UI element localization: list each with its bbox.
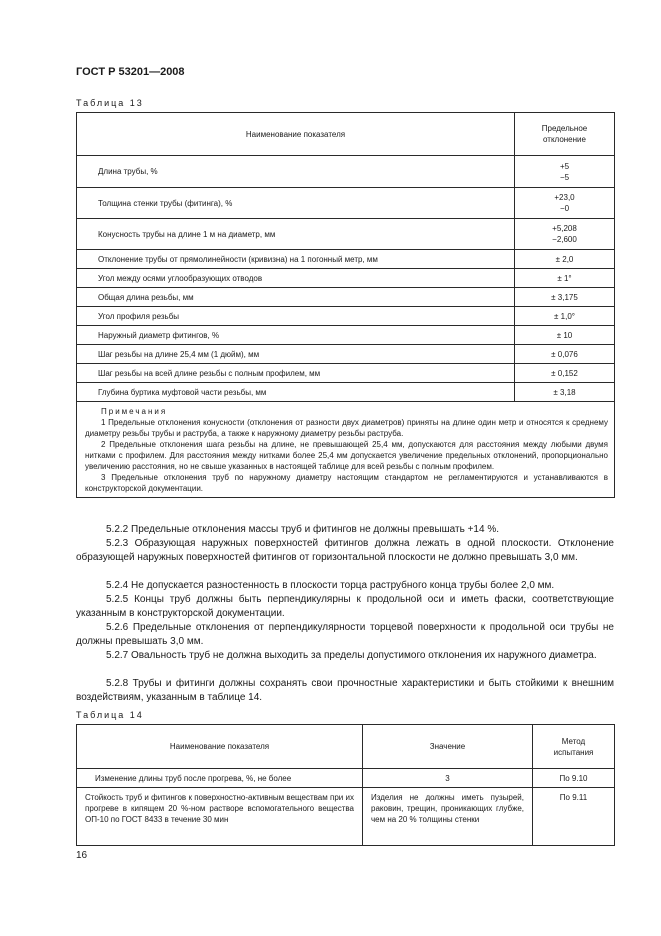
row-value: ± 0,152	[515, 364, 615, 383]
table-row	[77, 250, 615, 269]
row-name: Конусность трубы на длине 1 м на диаметр, мм	[77, 219, 515, 250]
row-value	[515, 219, 615, 250]
row-name: Угол между осями углообразующих отводов	[77, 269, 515, 288]
column-header-method-line1: Метод	[561, 736, 586, 746]
table-row	[77, 156, 615, 188]
paragraph-5-2-6: 5.2.6 Предельные отклонения от перпендикулярности торцевой поверхности к продольной оси трубы не должны превышать 3,0 мм.	[76, 622, 614, 647]
table-row	[77, 307, 615, 326]
note-3: 3 Предельные отклонения труб по наружному диаметру настоящим стандартом не регламентируются и устанавливаются в конструкторской документации.	[85, 473, 608, 493]
column-header-name: Наименование показателя	[77, 725, 363, 769]
paragraph-5-2-7: 5.2.7 Овальность труб не должна выходить за пределы допустимого отклонения их наружного диаметра.	[106, 650, 597, 661]
page-number: 16	[76, 850, 88, 861]
column-header-deviation-line1: Предельное	[541, 124, 588, 133]
table-row	[77, 383, 615, 402]
table-row	[77, 219, 615, 250]
row-value: ± 1°	[515, 269, 615, 288]
note-2: 2 Предельные отклонения шага резьбы на длине, не превышающей 25,4 мм, допускаются для расстояния между любыми двумя нитками с профилем. Для расстояния между нитками более 25,4 мм допускается увеличение предельных отклонений, пропорционально увеличению расстояния, но не свыше указанных в настоящей таблице для всей резьбы с полным профилем.	[85, 440, 608, 471]
table-row	[77, 364, 615, 383]
table-row	[77, 188, 615, 219]
notes-title: Примечания	[101, 407, 168, 416]
row-name: Длина трубы, %	[77, 156, 515, 188]
value-upper: +5,208	[552, 224, 577, 233]
table-row	[77, 288, 615, 307]
column-header-method	[533, 725, 615, 769]
row-name: Стойкость труб и фитингов к поверхностно-активным веществам при их прогреве в кипящем 20 %-ном растворе вспомогательного вещества ОП-10 по ГОСТ 8433 в течение 30 мин	[77, 788, 363, 846]
table-row	[77, 788, 615, 846]
row-name: Шаг резьбы на всей длине резьбы с полным профилем, мм	[77, 364, 515, 383]
row-method: По 9.11	[533, 788, 615, 846]
row-method: По 9.10	[533, 769, 615, 788]
paragraph-5-2-5: 5.2.5 Концы труб должны быть перпендикулярны к продольной оси и иметь фаски, соответствующие указанным в конструкторской документации.	[76, 594, 614, 619]
table-header-row	[77, 725, 615, 769]
paragraph-5-2-2: 5.2.2 Предельные отклонения массы труб и фитингов не должны превышать +14 %.	[106, 524, 500, 535]
row-name: Изменение длины труб после прогрева, %, не более	[77, 769, 363, 788]
table-row	[77, 269, 615, 288]
row-value: 3	[363, 769, 533, 788]
value-upper: +5	[559, 161, 570, 171]
row-value: Изделия не должны иметь пузырей, раковин, трещин, проникающих глубже, чем на 20 % толщины стенки	[363, 788, 533, 846]
row-value: ± 2,0	[515, 250, 615, 269]
table-notes-row	[77, 402, 615, 498]
column-header-value: Значение	[363, 725, 533, 769]
row-name: Шаг резьбы на длине 25,4 мм (1 дюйм), мм	[77, 345, 515, 364]
row-value: ± 10	[515, 326, 615, 345]
table-row	[77, 769, 615, 788]
row-name: Глубина буртика муфтовой части резьбы, мм	[77, 383, 515, 402]
value-lower: −2,600	[552, 235, 577, 244]
column-header-deviation-line2: отклонение	[543, 135, 586, 144]
paragraph-5-2-4: 5.2.4 Не допускается разностенность в плоскости торца раструбного конца трубы более 2,0 мм.	[106, 580, 555, 591]
table-row	[77, 326, 615, 345]
row-value	[515, 156, 615, 188]
row-name: Общая длина резьбы, мм	[77, 288, 515, 307]
value-lower: −5	[559, 172, 570, 182]
value-upper: +23,0	[554, 193, 575, 202]
paragraph-5-2-3: 5.2.3 Образующая наружных поверхностей фитингов должна лежать в одной плоскости. Отклонение образующей наружных поверхностей фитингов от горизонтальной плоскости не должно превышать 3,0 мм.	[76, 538, 614, 563]
column-header-method-line2: испытания	[553, 747, 594, 757]
row-value: ± 3,18	[515, 383, 615, 402]
table14-caption: Таблица 14	[76, 710, 144, 720]
column-header-deviation	[515, 113, 615, 156]
table-13	[76, 112, 615, 498]
table-header-row	[77, 113, 615, 156]
row-name: Наружный диаметр фитингов, %	[77, 326, 515, 345]
paragraph-5-2-8: 5.2.8 Трубы и фитинги должны сохранять свои прочностные характеристики и быть стойкими к внешним воздействиям, указанным в таблице 14.	[76, 678, 614, 703]
row-value	[515, 188, 615, 219]
table-14	[76, 724, 615, 846]
table13-caption: Таблица 13	[76, 98, 144, 108]
row-name: Толщина стенки трубы (фитинга), %	[77, 188, 515, 219]
row-value: ± 0,076	[515, 345, 615, 364]
row-name: Угол профиля резьбы	[77, 307, 515, 326]
row-value: ± 1,0°	[515, 307, 615, 326]
note-1: 1 Предельные отклонения конусности (отклонения от разности двух диаметров) приняты на длине один метр и относятся к среднему диаметру резьбы трубы и раструба, а также к наружному диаметру резьбы раструба.	[85, 418, 608, 438]
row-value: ± 3,175	[515, 288, 615, 307]
value-lower: −0	[559, 204, 570, 213]
column-header-name: Наименование показателя	[77, 113, 515, 156]
table-notes	[77, 402, 615, 498]
table-row	[77, 345, 615, 364]
row-name: Отклонение трубы от прямолинейности (кривизна) на 1 погонный метр, мм	[77, 250, 515, 269]
page-title: ГОСТ Р 53201—2008	[76, 66, 185, 78]
